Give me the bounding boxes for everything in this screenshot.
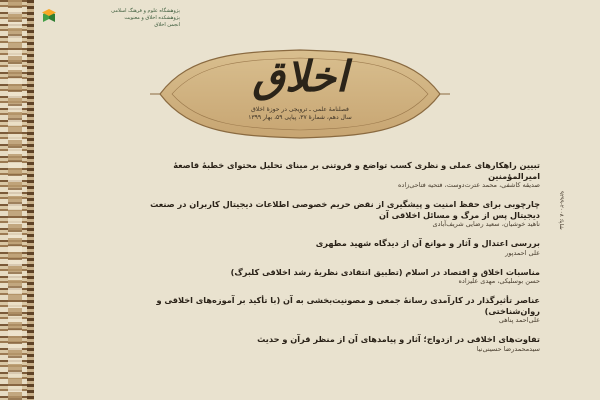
publisher-block (60, 8, 180, 29)
article-authors: سیدمحمدرضا حسینی‌نیا (476, 344, 540, 353)
article-item (140, 160, 540, 190)
journal-subtitle (190, 106, 410, 122)
article-authors: ناهید خوشیان، سعید رضایی شریف‌آبادی (432, 220, 540, 228)
publisher-line: انجمن اخلاق (154, 22, 180, 28)
issn-label: شاپا: ۲۰۰۸-۹۲۹۹ (558, 191, 564, 230)
subtitle-line: فصلنامهٔ علمی ـ ترویجی در حوزهٔ اخلاق (251, 106, 349, 113)
article-title: بررسی اعتدال و آثار و موانع آن از دیدگاه شهید مطهری (315, 238, 540, 248)
article-title: چارچوبی برای حفظ امنیت و پیشگیری از نقض حریم خصوصی اطلاعات دیجیتال کاربران در صنعت دیجیتال پس از مرگ و مسائل اخلاقی آن (150, 199, 540, 220)
article-title: عناصر تأثیرگذار در کارآمدی رسانهٔ جمعی و مصونیت‌بخشی به آن (با تأکید بر آموزه‌های اخلاقی و روان‌شناختی) (156, 295, 540, 316)
article-item (140, 334, 540, 354)
article-title: مناسبات اخلاق و اقتصاد در اسلام (تطبیق انتقادی نظریهٔ رشد اخلاقی کلبرگ) (230, 266, 540, 277)
article-authors: علی‌احمد پناهی (498, 316, 540, 324)
article-title: تفاوت‌های اخلاقی در ازدواج؛ آثار و پیامدهای آن از منظر قرآن و حدیث (257, 334, 540, 344)
ornamental-border (0, 0, 34, 400)
article-title: تبیین راهکارهای عملی و نظری کسب تواضع و فروتنی بر مبنای تحلیل محتوای خطبهٔ قاصعهٔ امیرالمؤمنین (173, 160, 540, 181)
article-item (140, 238, 540, 258)
subtitle-line: سال دهم، شمارهٔ ۳۷، پیاپی ۵۹، بهار ۱۳۹۹ (248, 114, 352, 121)
article-list (140, 160, 540, 363)
ornamental-border-pattern (8, 0, 22, 400)
article-authors: علی احمدپور (505, 248, 540, 257)
publisher-line: پژوهشکده اخلاق و معنویت (124, 15, 180, 21)
article-item (140, 199, 540, 229)
journal-title: اخلاق (252, 52, 348, 101)
article-item (140, 295, 540, 325)
book-emblem-icon (40, 8, 58, 26)
article-authors: صدیقه کاشفی، محمد عترت‌دوست، فتحیه فتاحی‌زاده (398, 181, 540, 189)
article-item (140, 267, 540, 287)
article-authors: حسن بوسلیکی، مهدی علیزاده (458, 277, 540, 285)
publisher-line: پژوهشگاه علوم و فرهنگ اسلامی (111, 8, 180, 14)
